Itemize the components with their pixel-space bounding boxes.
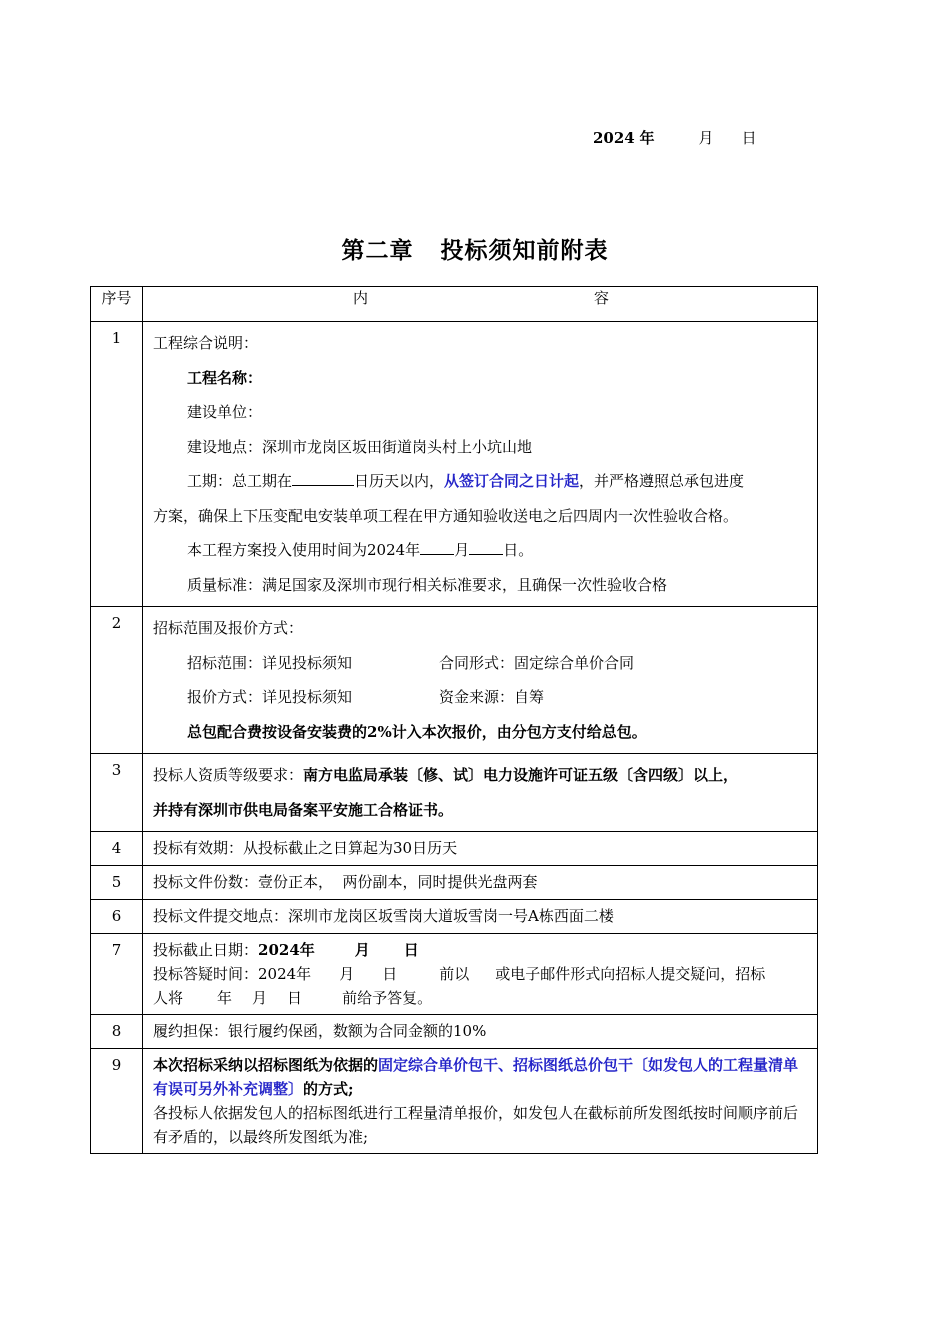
row2-funding: 资金来源：自筹: [439, 688, 545, 706]
deadline-month: 月: [354, 941, 370, 959]
table-row: [91, 934, 818, 1015]
row3-line2: 并持有深圳市供电局备案平安施工合格证书。: [153, 800, 454, 819]
header-content-b: 容: [594, 289, 610, 307]
deadline-year: 2024年: [258, 941, 315, 959]
row9-tail: 的方式;: [303, 1080, 354, 1098]
row2-pricing: 报价方式：详见投标须知: [187, 688, 353, 706]
table-row: [91, 866, 818, 900]
qa-month: 月: [339, 965, 355, 983]
reply-month: 月: [252, 989, 268, 1007]
row7-deadline: [153, 938, 809, 962]
row9-method-type: 固定综合单价包干、招标图纸总价包干〔如发包人的工程量清单有误可另外补充调整〕: [153, 1056, 799, 1098]
row2-pricing-line: [153, 680, 809, 715]
use-date-label: 本工程方案投入使用时间为2024年: [187, 541, 421, 559]
row-number: 4: [91, 832, 143, 866]
header-no: 序号: [91, 287, 143, 322]
row-number: 1: [91, 322, 143, 607]
reply-tail: 前给予答复。: [342, 989, 433, 1007]
row-content: [143, 866, 818, 900]
row2-scope-line: [153, 646, 809, 681]
row-content: [143, 754, 818, 832]
date-year: 2024: [593, 129, 635, 147]
date-month-unit: 月: [698, 129, 714, 147]
table-row: [91, 1049, 818, 1154]
bidding-appendix-table: [90, 286, 818, 1154]
table-row: [91, 1015, 818, 1049]
row1-owner: 建设单位：: [187, 403, 263, 421]
document-date: [593, 127, 757, 148]
date-year-unit: 年: [639, 129, 655, 147]
header-content-a: 内: [353, 289, 369, 307]
row-number: 7: [91, 934, 143, 1015]
use-month-unit: 月: [454, 541, 470, 559]
page-title: 第二章 投标须知前附表: [341, 237, 609, 264]
row9-lead: 本次招标采纳以招标图纸为依据的: [153, 1056, 379, 1074]
row-content: [143, 934, 818, 1015]
table-row: [91, 322, 818, 607]
row-content: [143, 607, 818, 754]
period-label: 工期：总工期在: [187, 472, 293, 490]
reply-day: 日: [287, 989, 303, 1007]
row-content: [143, 322, 818, 607]
row-number: 5: [91, 866, 143, 900]
row1-period: [153, 464, 809, 499]
row-number: 6: [91, 900, 143, 934]
period-tail: ，并严格遵照总承包进度: [579, 472, 745, 490]
row-content: [143, 900, 818, 934]
row2-scope: 招标范围：详见投标须知: [187, 653, 353, 672]
row3-line1: [153, 758, 809, 793]
row7-qa: [153, 962, 809, 986]
row8-text: 履约担保：银行履约保函，数额为合同金额的10%: [153, 1022, 487, 1040]
row1-quality: 质量标准：满足国家及深圳市现行相关标准要求，且确保一次性验收合格: [187, 575, 668, 594]
deadline-label: 投标截止日期：: [153, 941, 259, 959]
row2-contract: 合同形式：固定综合单价合同: [439, 653, 635, 672]
row3-requirement: 南方电监局承装〔修、试〕电力设施许可证五级〔含四级〕以上，: [303, 766, 739, 784]
period-blank: [292, 471, 354, 486]
table-row: [91, 607, 818, 754]
row-content: [143, 1015, 818, 1049]
table-row: [91, 900, 818, 934]
row5-text: 投标文件份数：壹份正本， 两份副本，同时提供光盘两套: [153, 873, 538, 891]
row1-period-cont: 方案，确保上下压变配电安装单项工程在甲方通知验收送电之后四周内一次性验收合格。: [153, 506, 739, 525]
table-row: [91, 754, 818, 832]
row-content: [143, 832, 818, 866]
row2-fee: 总包配合费按设备安装费的2%计入本次报价，由分包方支付给总包。: [187, 722, 647, 741]
row7-reply: [153, 986, 809, 1010]
row-number: 9: [91, 1049, 143, 1154]
row-number: 8: [91, 1015, 143, 1049]
deadline-day: 日: [403, 941, 419, 959]
row-content: [143, 1049, 818, 1154]
row4-text: 投标有效期：从投标截止之日算起为30日历天: [153, 839, 458, 857]
qa-day: 日: [382, 965, 398, 983]
date-day-unit: 日: [741, 129, 757, 147]
period-unit: 日历天以内，: [354, 472, 445, 490]
reply-year: 年: [217, 989, 233, 1007]
row1-use-date: [153, 533, 809, 568]
row1-heading: 工程综合说明：: [153, 334, 259, 352]
use-day-blank: [469, 540, 503, 555]
row1-project-name: 工程名称：: [187, 368, 263, 387]
row9-detail: 各投标人依据发包人的招标图纸进行工程量清单报价，如发包人在截标前所发图纸按时间顺序前后有矛盾的，以最终所发图纸为准;: [153, 1104, 799, 1146]
row2-heading: 招标范围及报价方式：: [153, 619, 304, 637]
qa-before: 前以: [439, 965, 470, 983]
use-month-blank: [420, 540, 454, 555]
use-day-unit: 日。: [503, 541, 534, 559]
row3-label: 投标人资质等级要求：: [153, 766, 304, 784]
reply-label: 人将: [153, 989, 184, 1007]
table-header-row: [91, 287, 818, 322]
header-content: [143, 287, 818, 322]
row6-text: 投标文件提交地点：深圳市龙岗区坂雪岗大道坂雪岗一号A栋西面二楼: [153, 907, 614, 925]
qa-method: 或电子邮件形式向招标人提交疑问，招标: [495, 965, 766, 983]
table-row: [91, 832, 818, 866]
row-number: 2: [91, 607, 143, 754]
row9-method: [153, 1053, 809, 1101]
period-start-note: 从签订合同之日计起: [444, 472, 580, 490]
qa-label: 投标答疑时间：2024年: [153, 965, 312, 983]
row-number: 3: [91, 754, 143, 832]
row1-location: 建设地点：深圳市龙岗区坂田街道岗头村上小坑山地: [187, 437, 533, 456]
